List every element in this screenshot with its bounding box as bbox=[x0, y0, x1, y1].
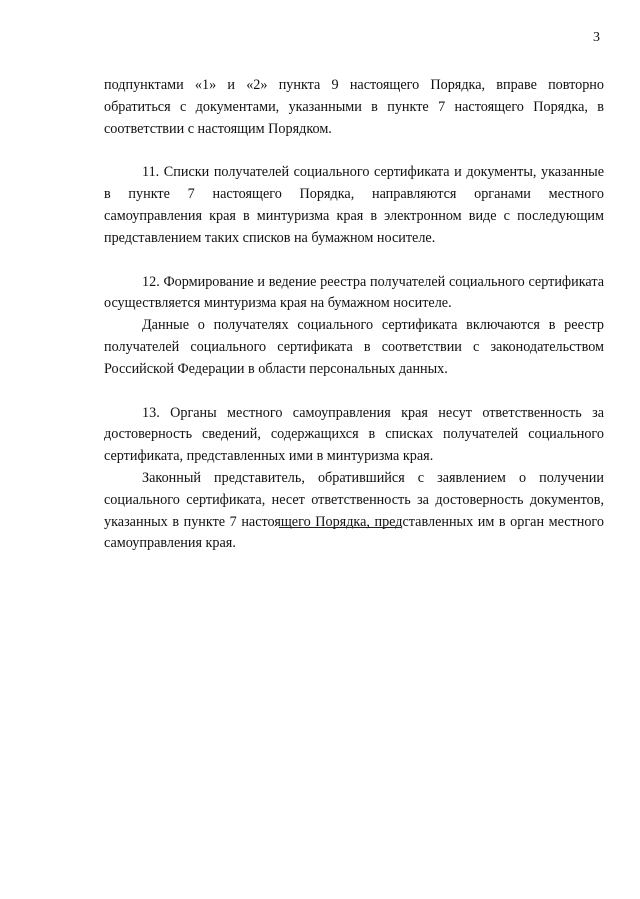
page-number: 3 bbox=[593, 30, 600, 45]
paragraph-13-representative: Законный представитель, обратившийся с заявлением о получении социального сертификата, несет ответственность за достоверность документов, указанных в пункте 7 настоящего Порядка, представленных им в орган местного самоуправления края. bbox=[104, 469, 604, 552]
paragraph-12: 12. Формирование и ведение реестра получателей социального сертификата осуществляется минтуризма края на бумажном носителе. bbox=[104, 273, 604, 312]
paragraph-11: 11. Списки получателей социального сертификата и документы, указанные в пункте 7 настоящего Порядка, направляются органами местного самоуправления края в минтуризма края в электронном виде с последующим представлением таких списков на бумажном носителе. bbox=[104, 164, 604, 246]
paragraph-continuation: подпунктами «1» и «2» пункта 9 настоящего Порядка, вправе повторно обратиться с документами, указанными в пункте 7 настоящего Порядка, в соответствии с настоящим Порядком. bbox=[104, 77, 604, 137]
paragraph-12-data: Данные о получателях социального сертификата включаются в реестр получателей социального сертификата в соответствии с законодательством Российской Федерации в области персональных данных. bbox=[104, 317, 604, 377]
end-divider bbox=[279, 527, 401, 528]
document-body bbox=[104, 75, 604, 555]
paragraph-13: 13. Органы местного самоуправления края несут ответственность за достоверность сведений, содержащихся в списках получателей социального сертификата, представленных ими в минтуризма края. bbox=[104, 404, 604, 465]
